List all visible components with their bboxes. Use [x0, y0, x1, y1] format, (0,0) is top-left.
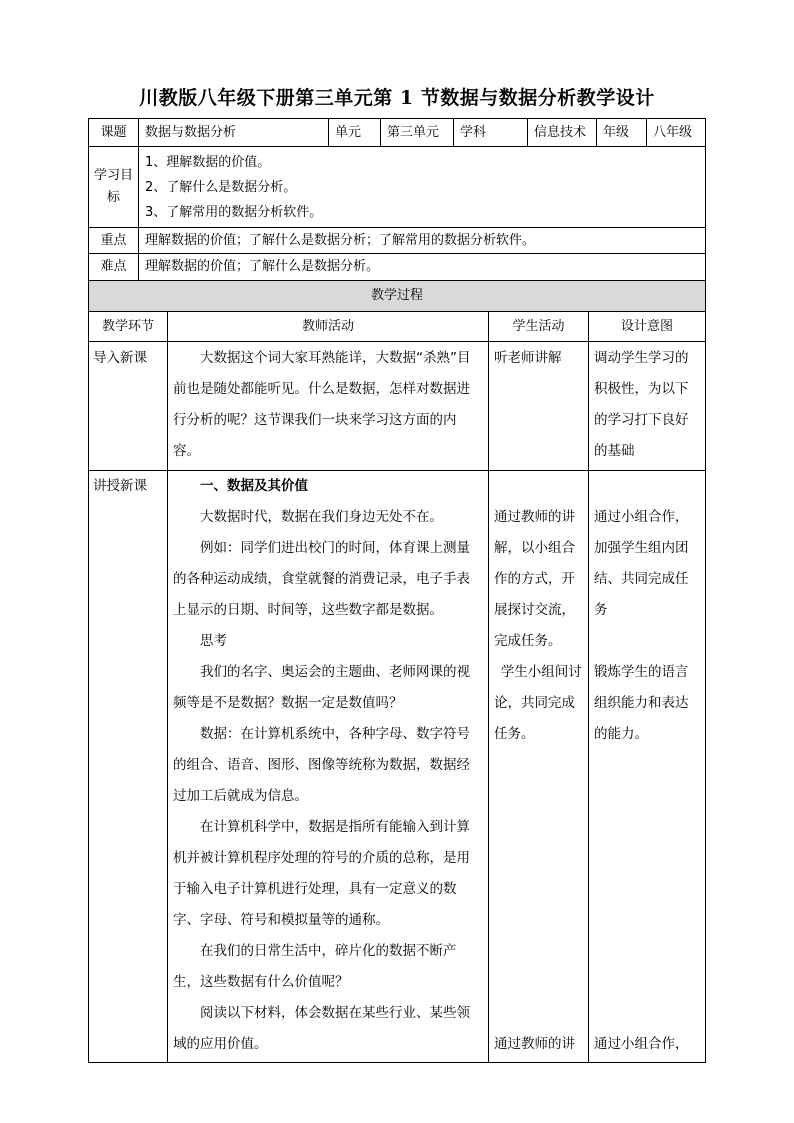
grade-label: 年级: [603, 124, 630, 140]
section-heading: 一、数据及其价值: [200, 478, 308, 494]
student-activity: 学生小组间讨论，共同完成任务。: [494, 664, 582, 742]
difficulties-label: 难点: [100, 259, 127, 274]
intro-intent: 调动学生学习的积极性，为以下的学习打下良好的基础: [594, 350, 689, 459]
grade-value: 八年级: [653, 124, 693, 140]
lecture-paragraph: 例如：同学们进出校门的时间，体育课上测量的各种运动成绩，食堂就餐的消费记录，电子手表上显示的日期、时间等，这些数字都是数据。: [173, 540, 470, 618]
lecture-paragraph: 阅读以下材料，体会数据在某些行业、某些领域的应用价值。: [173, 1005, 470, 1052]
header-teacher: 教师活动: [301, 318, 354, 334]
objectives-label: [89, 147, 138, 227]
header-student: 学生活动: [512, 318, 565, 334]
topic-label: 课题: [100, 124, 127, 140]
topic-value: 数据与数据分析: [145, 124, 237, 140]
intro-teacher: [168, 343, 488, 467]
objectives-label-text: 学习目标: [93, 168, 133, 205]
design-intent: 通过小组合作，: [594, 1036, 689, 1052]
lecture-paragraph: 我们的名字、奥运会的主题曲、老师网课的视频等是不是数据？数据一定是数值吗？: [173, 664, 470, 711]
intro-student: 听老师讲解: [494, 350, 562, 366]
lecture-student: [489, 471, 588, 1052]
lecture-stage: 讲授新课: [93, 478, 147, 494]
unit-label: 单元: [335, 124, 362, 140]
intro-teacher-text: 大数据这个词大家耳熟能详，大数据“杀熟”目前也是随处都能听见。什么是数据，怎样对数据进行分析的呢？这节课我们一块来学习这方面的内容。: [173, 350, 471, 459]
lecture-paragraph: 在我们的日常生活中，碎片化的数据不断产生，这些数据有什么价值呢？: [173, 943, 457, 990]
objective-item: 3、了解常用的数据分析软件。: [145, 205, 323, 220]
header-intent: 设计意图: [620, 318, 673, 334]
lecture-paragraph: 思考: [200, 633, 227, 649]
student-activity: 通过教师的讲: [494, 1036, 575, 1052]
lecture-teacher: [168, 471, 488, 1060]
subject-label: 学科: [460, 124, 487, 140]
header-stage: 教学环节: [101, 318, 154, 334]
design-intent: 锻炼学生的语言组织能力和表达的能力。: [594, 664, 689, 742]
difficulties-text: 理解数据的价值；了解什么是数据分析。: [145, 259, 380, 274]
intro-stage: 导入新课: [93, 350, 147, 366]
subject-value: 信息技术: [534, 124, 587, 140]
unit-value: 第三单元: [387, 124, 440, 140]
page-title: 川教版八年级下册第三单元第 1 节数据与数据分析教学设计: [139, 87, 655, 109]
objective-item: 1、理解数据的价值。: [145, 155, 271, 170]
design-intent: 通过小组合作，加强学生组内团结、共同完成任务: [594, 509, 689, 618]
key-points-text: 理解数据的价值；了解什么是数据分析；了解常用的数据分析软件。: [145, 232, 536, 248]
lecture-paragraph: 大数据时代，数据在我们身边无处不在。: [200, 509, 443, 525]
key-points-label: 重点: [100, 232, 127, 248]
objectives-list: [139, 150, 705, 226]
student-activity: 通过教师的讲解，以小组合作的方式，开展探讨交流，完成任务。: [494, 509, 575, 649]
process-title: 教学过程: [89, 281, 705, 311]
lecture-paragraph: 在计算机科学中，数据是指所有能输入到计算机并被计算机程序处理的符号的介质的总称，是用于输入电子计算机进行处理，具有一定意义的数字、字母、符号和模拟量等的通称。: [173, 819, 470, 928]
lecture-intent: [589, 471, 705, 1052]
lecture-paragraph: 数据：在计算机系统中，各种字母、数字符号的组合、语音、图形、图像等统称为数据，数据经过加工后就成为信息。: [173, 726, 470, 804]
objective-item: 2、了解什么是数据分析。: [145, 180, 297, 195]
